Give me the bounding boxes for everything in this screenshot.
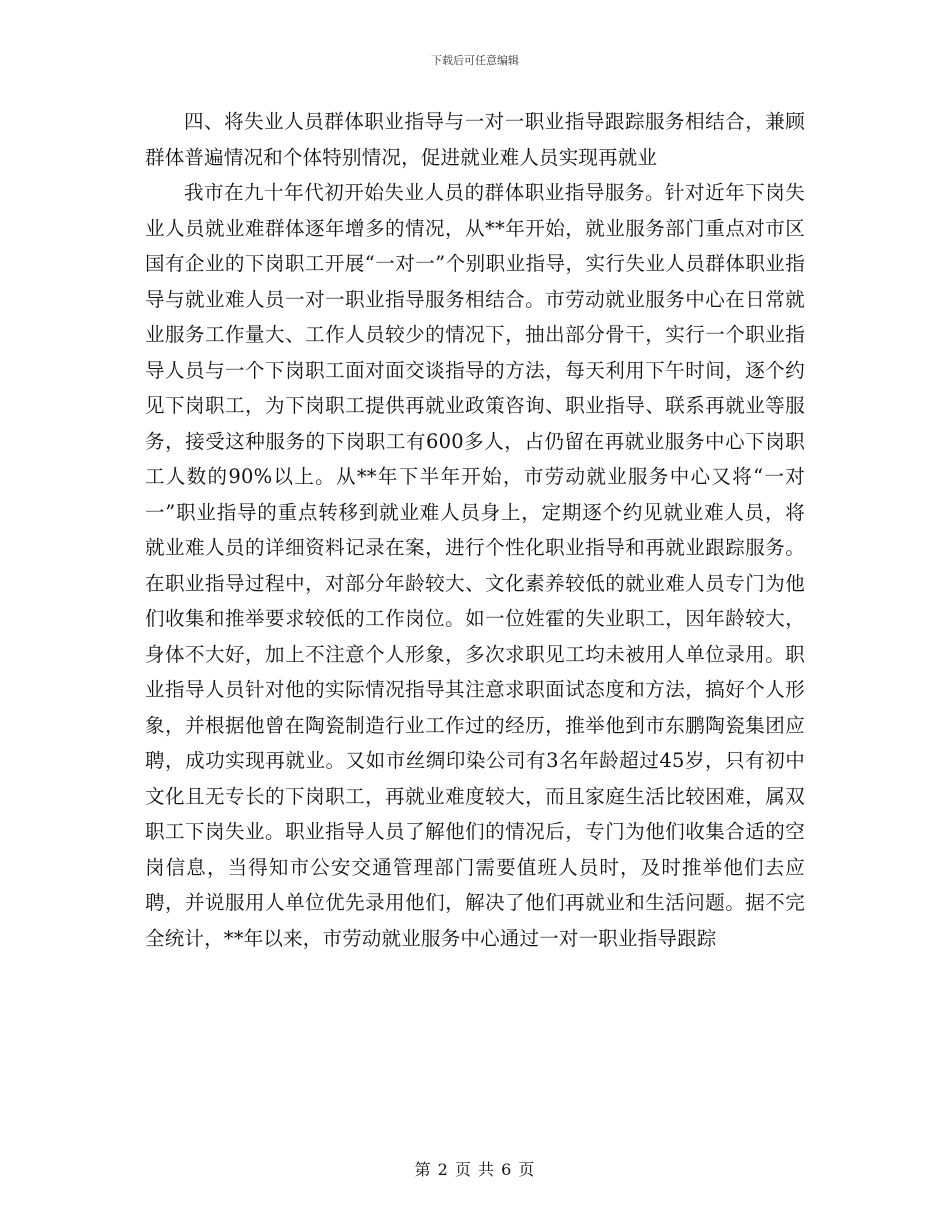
page-number: 第 2 页 共 6 页 — [414, 1160, 536, 1179]
document-body — [145, 104, 805, 956]
body-paragraph: 我市在九十年代初开始失业人员的群体职业指导服务。针对近年下岗失业人员就业难群体逐年增多的情况，从**年开始，就业服务部门重点对市区国有企业的下岗职工开展“一对一”个别职业指导，实行失业人员群体职业指导与就业难人员一对一职业指导服务相结合。市劳动就业服务中心在日常就业服务工作量大、工作人员较少的情况下，抽出部分骨干，实行一个职业指导人员与一个下岗职工面对面交谈指导的方法，每天利用下午时间，逐个约见下岗职工，为下岗职工提供再就业政策咨询、职业指导、联系再就业等服务，接受这种服务的下岗职工有600多人，占仍留在再就业服务中心下岗职工人数的90%以上。从**年下半年开始，市劳动就业服务中心又将“一对一”职业指导的重点转移到就业难人员身上，定期逐个约见就业难人员，将就业难人员的详细资料记录在案，进行个性化职业指导和再就业跟踪服务。在职业指导过程中，对部分年龄较大、文化素养较低的就业难人员专门为他们收集和推举要求较低的工作岗位。如一位姓霍的失业职工，因年龄较大，身体不大好，加上不注意个人形象，多次求职见工均未被用人单位录用。职业指导人员针对他的实际情况指导其注意求职面试态度和方法，搞好个人形象，并根据他曾在陶瓷制造行业工作过的经历，推举他到市东鹏陶瓷集团应聘，成功实现再就业。又如市丝绸印染公司有3名年龄超过45岁，只有初中文化且无专长的下岗职工，再就业难度较大，而且家庭生活比较困难，属双职工下岗失业。职业指导人员了解他们的情况后，专门为他们收集合适的空岗信息，当得知市公安交通管理部门需要值班人员时，及时推举他们去应聘，并说服用人单位优先录用他们，解决了他们再就业和生活问题。据不完全统计，**年以来，市劳动就业服务中心通过一对一职业指导跟踪 — [145, 181, 805, 950]
section-heading-paragraph: 四、将失业人员群体职业指导与一对一职业指导跟踪服务相结合，兼顾群体普遍情况和个体特别情况，促进就业难人员实现再就业 — [145, 110, 805, 169]
page-header: 下载后可任意编辑 — [431, 54, 519, 67]
